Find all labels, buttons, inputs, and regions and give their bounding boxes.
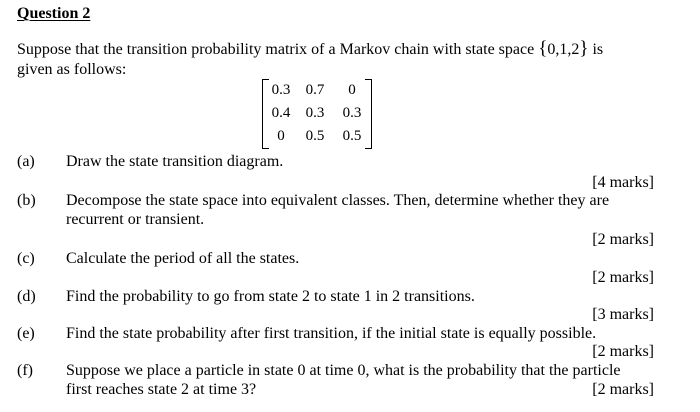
matrix-cell: 0.5 [305, 128, 325, 144]
intro-line-1 [17, 38, 603, 60]
matrix-cell: 0 [277, 128, 285, 144]
part-a-text: Draw the state transition diagram. [66, 153, 284, 170]
part-a-marks: [4 marks] [592, 174, 654, 191]
intro-line-2: given as follows: [17, 61, 127, 78]
part-d-label: (d) [17, 288, 36, 305]
state-space-close-brace: } [579, 38, 589, 59]
matrix-cell: 0.4 [271, 105, 291, 121]
matrix-cell: 0.3 [305, 105, 325, 121]
part-f-text-line-2: first reaches state 2 at time 3? [66, 381, 257, 398]
part-a-label: (a) [17, 153, 35, 170]
transition-matrix [262, 77, 372, 149]
matrix-cell: 0.3 [342, 105, 362, 121]
part-f-text-line-1: Suppose we place a particle in state 0 at time 0, what is the probability that the particle [66, 362, 621, 379]
part-e-label: (e) [17, 325, 35, 342]
state-space-open-brace: { [538, 38, 548, 59]
part-b-text-line-2: recurrent or transient. [66, 211, 205, 228]
part-d-text: Find the probability to go from state 2 to state 1 in 2 transitions. [66, 288, 475, 305]
matrix-cell: 0.3 [271, 82, 291, 98]
matrix-cell: 0.5 [342, 128, 362, 144]
matrix-cell: 0.7 [305, 82, 325, 98]
part-f-label: (f) [17, 362, 33, 379]
part-b-label: (b) [17, 192, 36, 209]
part-b-marks: [2 marks] [592, 231, 654, 248]
part-e-marks: [2 marks] [592, 343, 654, 360]
part-c-marks: [2 marks] [592, 269, 654, 286]
part-b-text-line-1: Decompose the state space into equivalent classes. Then, determine whether they are [66, 192, 610, 209]
intro-suffix: is [592, 41, 604, 58]
question-title: Question 2 [17, 5, 91, 22]
intro-prefix: Suppose that the transition probability matrix of a Markov chain with state space [17, 41, 535, 58]
part-e-text: Find the state probability after first transition, if the initial state is equally possible. [66, 325, 597, 342]
part-f-marks: [2 marks] [592, 381, 654, 398]
state-space: 0,1,2 [547, 41, 580, 58]
part-d-marks: [3 marks] [592, 306, 654, 323]
part-c-label: (c) [17, 250, 35, 267]
matrix-cell: 0 [348, 82, 356, 98]
part-c-text: Calculate the period of all the states. [66, 250, 300, 267]
